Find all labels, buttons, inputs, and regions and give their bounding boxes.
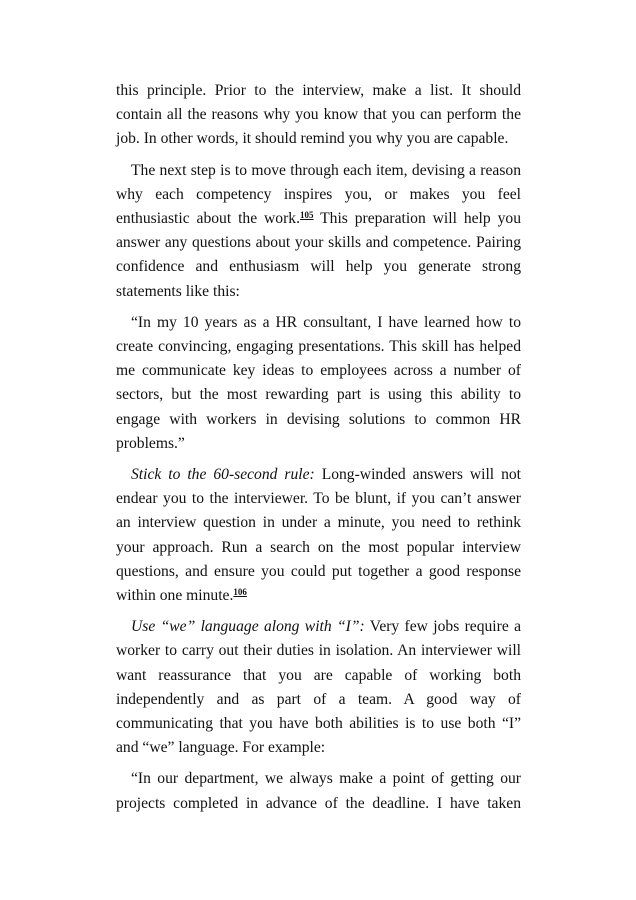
paragraph-text: this principle. Prior to the interview, make a list. It should contain all the reasons why you know that you can perform the job. In other words, it should remind you why you are capable.	[116, 82, 521, 148]
paragraph-60-second-rule	[116, 463, 521, 608]
paragraph-intro	[116, 79, 521, 152]
tip-heading: Use “we” language along with “I”:	[131, 618, 365, 636]
paragraph-next-step	[116, 159, 521, 304]
quote-text: “In our department, we always make a point of getting our projects completed in advance of the deadline. I have taken	[116, 770, 521, 812]
paragraph-text: The next step is to move through each item, devising a reason why each competency inspires you, or makes you feel enthusiastic about the work.	[116, 161, 521, 228]
book-page	[116, 79, 521, 823]
quote-text: “In my 10 years as a HR consultant, I have learned how to create convincing, engaging presentations. This skill has helped me communicate key ideas to employees across a number of sectors, but the most rewarding part is using this ability to engage with workers in devising solutions to common HR problems.”	[116, 313, 521, 452]
paragraph-text: This preparation will help you answer any questions about your skills and competence. Pairing confidence and enthusiasm will help you generate strong statements like this:	[116, 210, 521, 300]
footnote-ref-106[interactable]: 106	[233, 587, 247, 598]
paragraph-example-quote	[116, 311, 521, 456]
paragraph-we-language	[116, 615, 521, 760]
paragraph-text: Very few jobs require a worker to carry out their duties in isolation. An interviewer will want reassurance that you are capable of working both independently and as part of a team. A good way of communicating that you have both abilities is to use both “I” and “we” language. For example:	[116, 618, 521, 757]
tip-heading: Stick to the 60-second rule:	[131, 466, 315, 484]
footnote-ref-105[interactable]: 105	[300, 210, 314, 221]
paragraph-text: Long-winded answers will not endear you to the interviewer. To be blunt, if you can’t answer an interview question in under a minute, you need to rethink your approach. Run a search on the most popular interview questions, and ensure you could put together a good response within one minute.	[116, 466, 521, 605]
paragraph-department-quote	[116, 767, 521, 815]
